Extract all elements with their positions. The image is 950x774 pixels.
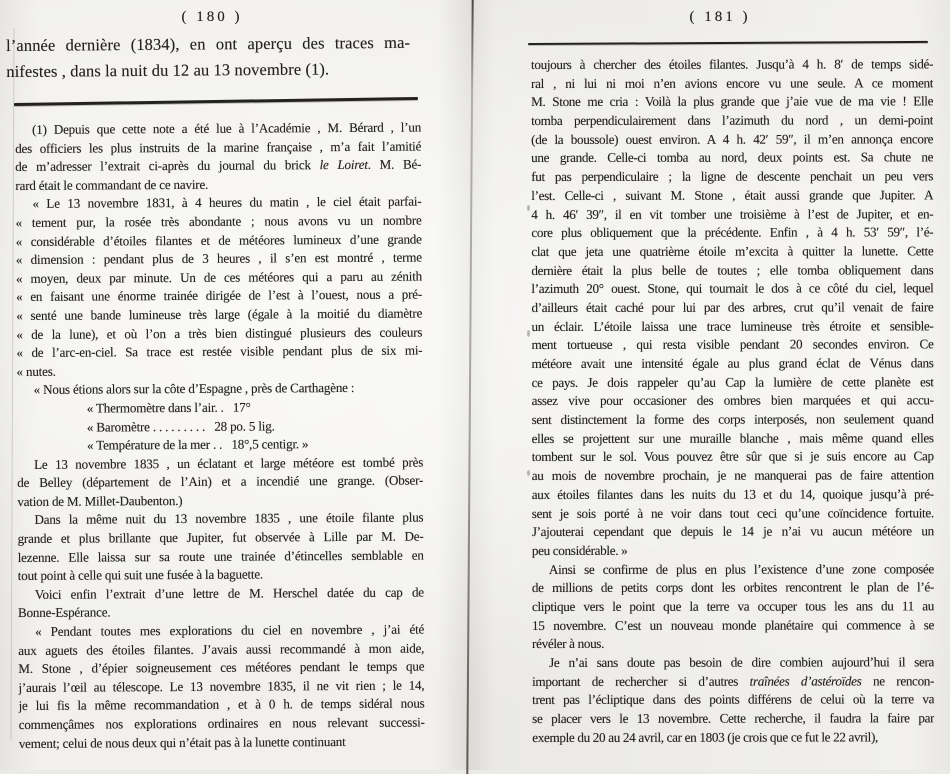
text-line: ral , ni lui ni moi n’en avions encore vu une seule. A ce moment (531, 74, 934, 91)
paragraph-block (17, 379, 423, 400)
paragraph-block (532, 560, 934, 654)
text-line: se placer vers le 13 novembre. Cette recherche, il faudra la faire par (532, 710, 935, 727)
text-line: « senté une bande lumineuse très large (égale à la moitié du diamètre (16, 305, 423, 323)
text-line: commençâmes nos explorations ordinaires en nous relevant successi- (18, 714, 425, 732)
page-180 (0, 0, 470, 770)
paragraph-block (18, 583, 424, 623)
text-line: peu considérable. » (531, 542, 628, 558)
text-line: d’ailleurs était caché pour lui par des arbres, crut qu’il venait de faire (531, 299, 934, 315)
body-text (531, 55, 934, 747)
text-line: aux aguets des étoiles filantes. J’avais aussi recommandé à mon aide, (18, 640, 425, 658)
text-line: une grande. Celle-ci tomba au nord, deux points est. Sa chute ne (531, 149, 934, 166)
text-line: j’aurais l’œil au télescope. Le 13 novembre 1835, il ne vit rien ; le 14, (18, 677, 425, 695)
text-line: rard était le commandant de ce navire. (15, 176, 209, 193)
text-line: sent je sois porté à ne voir dans tout ceci qu’une coïncidence fortuite. (531, 504, 934, 521)
text-line: ce pays. Je dois rappeler qu’au Cap la lumière de cette planète est (531, 373, 934, 390)
paragraph-block (18, 621, 425, 754)
text-line: « tement pur, la rosée très abondante ; nous avons vu un nombre (15, 212, 422, 230)
text-line: Bonne-Espérance. (17, 604, 111, 621)
text-line: fut pas perpendiculaire ; la ligne de descente penchait un peu vers (531, 168, 934, 185)
page-number-left: ( 180 ) (181, 9, 243, 25)
header-rule (528, 41, 928, 45)
paragraph-block (17, 453, 423, 511)
text-line: « de la lune), et où l’on a très bien distingué plusieurs des couleurs (16, 324, 423, 342)
text-line: clat que jeta une quatrième étoile m’excita à quitter la lunette. Cette (531, 243, 934, 259)
text-line: l’année dernière (1834), en ont aperçu des traces ma- (6, 32, 411, 55)
text-line: « moyen, deux par minute. Un de ces météores qui a paru au zénith (15, 268, 422, 286)
text-line: trent pas l’écliptique dans des points différens de celui où la terre va (532, 691, 935, 708)
text-line: « dimension : pendant plus de 3 heures , il s’en est montré , terme (15, 249, 422, 268)
text-line: important de rechercher si d’autres traînées d’astéroïdes ne rencon- (532, 672, 935, 689)
text-line: « Baromètre . . . . . . . . . 28 po. 5 lig. (86, 417, 275, 435)
text-line: sent distinctement la forme des corps interposés, non seulement quand (531, 411, 934, 428)
text-line: un éclair. L’étoile laissa une trace lumineuse très étroite et sensible- (531, 317, 934, 334)
text-line: dernière était la plus belle de toutes ; elle tomba obliquement dans (531, 261, 934, 278)
text-line: « de l’arc-en-ciel. Sa trace est restée visible pendant plus de six mi- (16, 342, 423, 361)
text-line: « considérable d’étoiles filantes et de météores lumineux d’une grande (15, 231, 422, 249)
text-line: révéler à nous. (532, 636, 605, 652)
text-line: « Le 13 novembre 1831, à 4 heures du matin , le ciel était parfai- (32, 193, 422, 212)
paragraph-block (17, 397, 423, 455)
text-line: (1) Depuis que cette note a été lue à l’Académie , M. Bérard , l’un (32, 119, 422, 137)
footnote-separator-rule (14, 97, 418, 106)
paper-speck (527, 205, 530, 211)
text-line: Voici enfin l’extrait d’une lettre de M. Herschel datée du cap de (34, 584, 424, 602)
text-line: « Nous étions alors sur la côte d’Espagne , près de Carthagène : (33, 380, 355, 398)
text-line: « nutes. (16, 363, 56, 379)
paragraph-block (17, 509, 423, 586)
text-line: tombent sur le sol. Vous pouvez être sûr que si je suis encore au Cap (531, 448, 934, 465)
text-line: cliptique vers le point que la terre va occuper tous les ans du 11 au (531, 598, 934, 614)
text-line: tout point à celle qui suit une fusée à la baguette. (17, 566, 264, 584)
page-crease (10, 28, 14, 740)
text-line: météore avait une intensité égale au plus grand éclat de Vénus dans (531, 355, 934, 371)
text-line: au mois de novembre prochain, je ne manquerai pas de faire attention (531, 467, 934, 484)
text-line: je lui fis la même recommandation , et à 0 h. de temps sidéral nous (18, 695, 425, 714)
text-line: J’ajouterai cependant que depuis le 14 je n’ai vu aucun météore un (531, 523, 934, 540)
text-line: ment tortueuse , qui resta visible pendant 20 secondes environ. Ce (531, 336, 934, 353)
text-line: de Belley (département de l’Ain) et a incendié une grange. (Obser- (17, 472, 424, 491)
paragraph-block (15, 119, 421, 196)
paper-speck (527, 330, 530, 337)
text-line: lezenne. Elle laissa sur sa route une trainée d’étincelles semblable en (17, 547, 424, 565)
text-line: « Température de la mer . . 18°,5 centigr. » (86, 436, 309, 453)
text-line: Dans la même nuit du 13 novembre 1835 , une étoile filante plus (34, 509, 424, 528)
text-line: Ainsi se confirme de plus en plus l’existence d’une zone composée (548, 560, 934, 577)
text-line: « Thermomètre dans l’air. . 17° (86, 399, 251, 416)
paragraph-block (532, 653, 934, 747)
paragraph-block (15, 193, 422, 381)
text-line: M. Stone , d’épier soigneusement ces météores pendant le temps que (18, 658, 425, 677)
text-line: assez vive pour occasioner des ombres bien marquées et qui accu- (531, 392, 934, 409)
text-line: grande et plus brillante que Jupiter, fut observée à Lille par M. De- (17, 528, 424, 547)
text-line: 4 h. 46′ 39″, il en vit tomber une troisième à l’est de Jupiter, et en- (531, 205, 934, 222)
text-line: Je n’ai sans doute pas besoin de dire combien aujourd’hui il sera (549, 654, 935, 670)
text-line: de m’adresser l’extrait ci-après du journal du brick le Loiret. M. Bé- (15, 156, 422, 175)
text-line: vation de M. Millet-Daubenton.) (17, 492, 183, 509)
text-line: tomba perpendiculairement dans l’azimuth du nord , un demi-point (531, 112, 934, 129)
text-line: « en faisant une énorme trainée dirigée de l’est à l’ouest, nous a pré- (16, 286, 423, 305)
text-line: nifestes , dans la nuit du 12 au 13 novembre (1). (6, 58, 330, 81)
text-line: l’est. Celle-ci , suivant M. Stone , était aussi grande que Jupiter. A (531, 187, 934, 203)
text-line: « Pendant toutes mes explorations du ciel en novembre , j’ai été (35, 621, 425, 639)
text-line: exemple du 20 au 24 avril, car en 1803 (je crois que ce fut le 22 avril), (532, 729, 878, 745)
text-line: core plus obliquement que la précédente. Enfin , à 4 h. 53′ 59″, l’é- (531, 224, 934, 241)
paragraph-block (6, 30, 410, 84)
paragraph-block (531, 55, 934, 560)
text-line: Le 13 novembre 1835 , un éclatant et large météore est tombé près (34, 454, 424, 472)
page-181 (475, 0, 950, 770)
text-line: M. Stone me cria : Voilà la plus grande que j’aie vue de ma vie ! Elle (531, 93, 934, 110)
text-line: des officiers les plus instruits de la marine française , m’a fait l’amitié (15, 138, 422, 156)
text-line: toujours à chercher des étoiles filantes. Jusqu’à 4 h. 8′ de temps sidé- (531, 56, 934, 72)
text-line: l’azimuth 20° ouest. Stone, qui tournait le dos à ce côté du ciel, lequel (531, 280, 934, 297)
page-number-right: ( 181 ) (689, 9, 751, 25)
intro-text (6, 30, 410, 84)
text-line: 15 novembre. C’est un nouveau monde planétaire qui commence à se (531, 616, 935, 633)
text-line: vement; celui de nous deux qui n’était pas à la lunette continuant (18, 733, 346, 751)
text-line: elles se projettent sur une muraille blanche , mais même quand elles (531, 430, 934, 446)
text-line: aux étoiles filantes dans les nuits du 13 et du 14, quoique jusqu’à pré- (531, 486, 934, 502)
text-line: (de la boussole) ouest environ. A 4 h. 42′ 59″, il m’en annonça encore (531, 131, 934, 147)
footnote-text (15, 119, 425, 754)
text-line: de millions de petits corps dont les orbites rencontrent le plan de l’é- (531, 579, 934, 596)
paper-speck (527, 470, 530, 476)
